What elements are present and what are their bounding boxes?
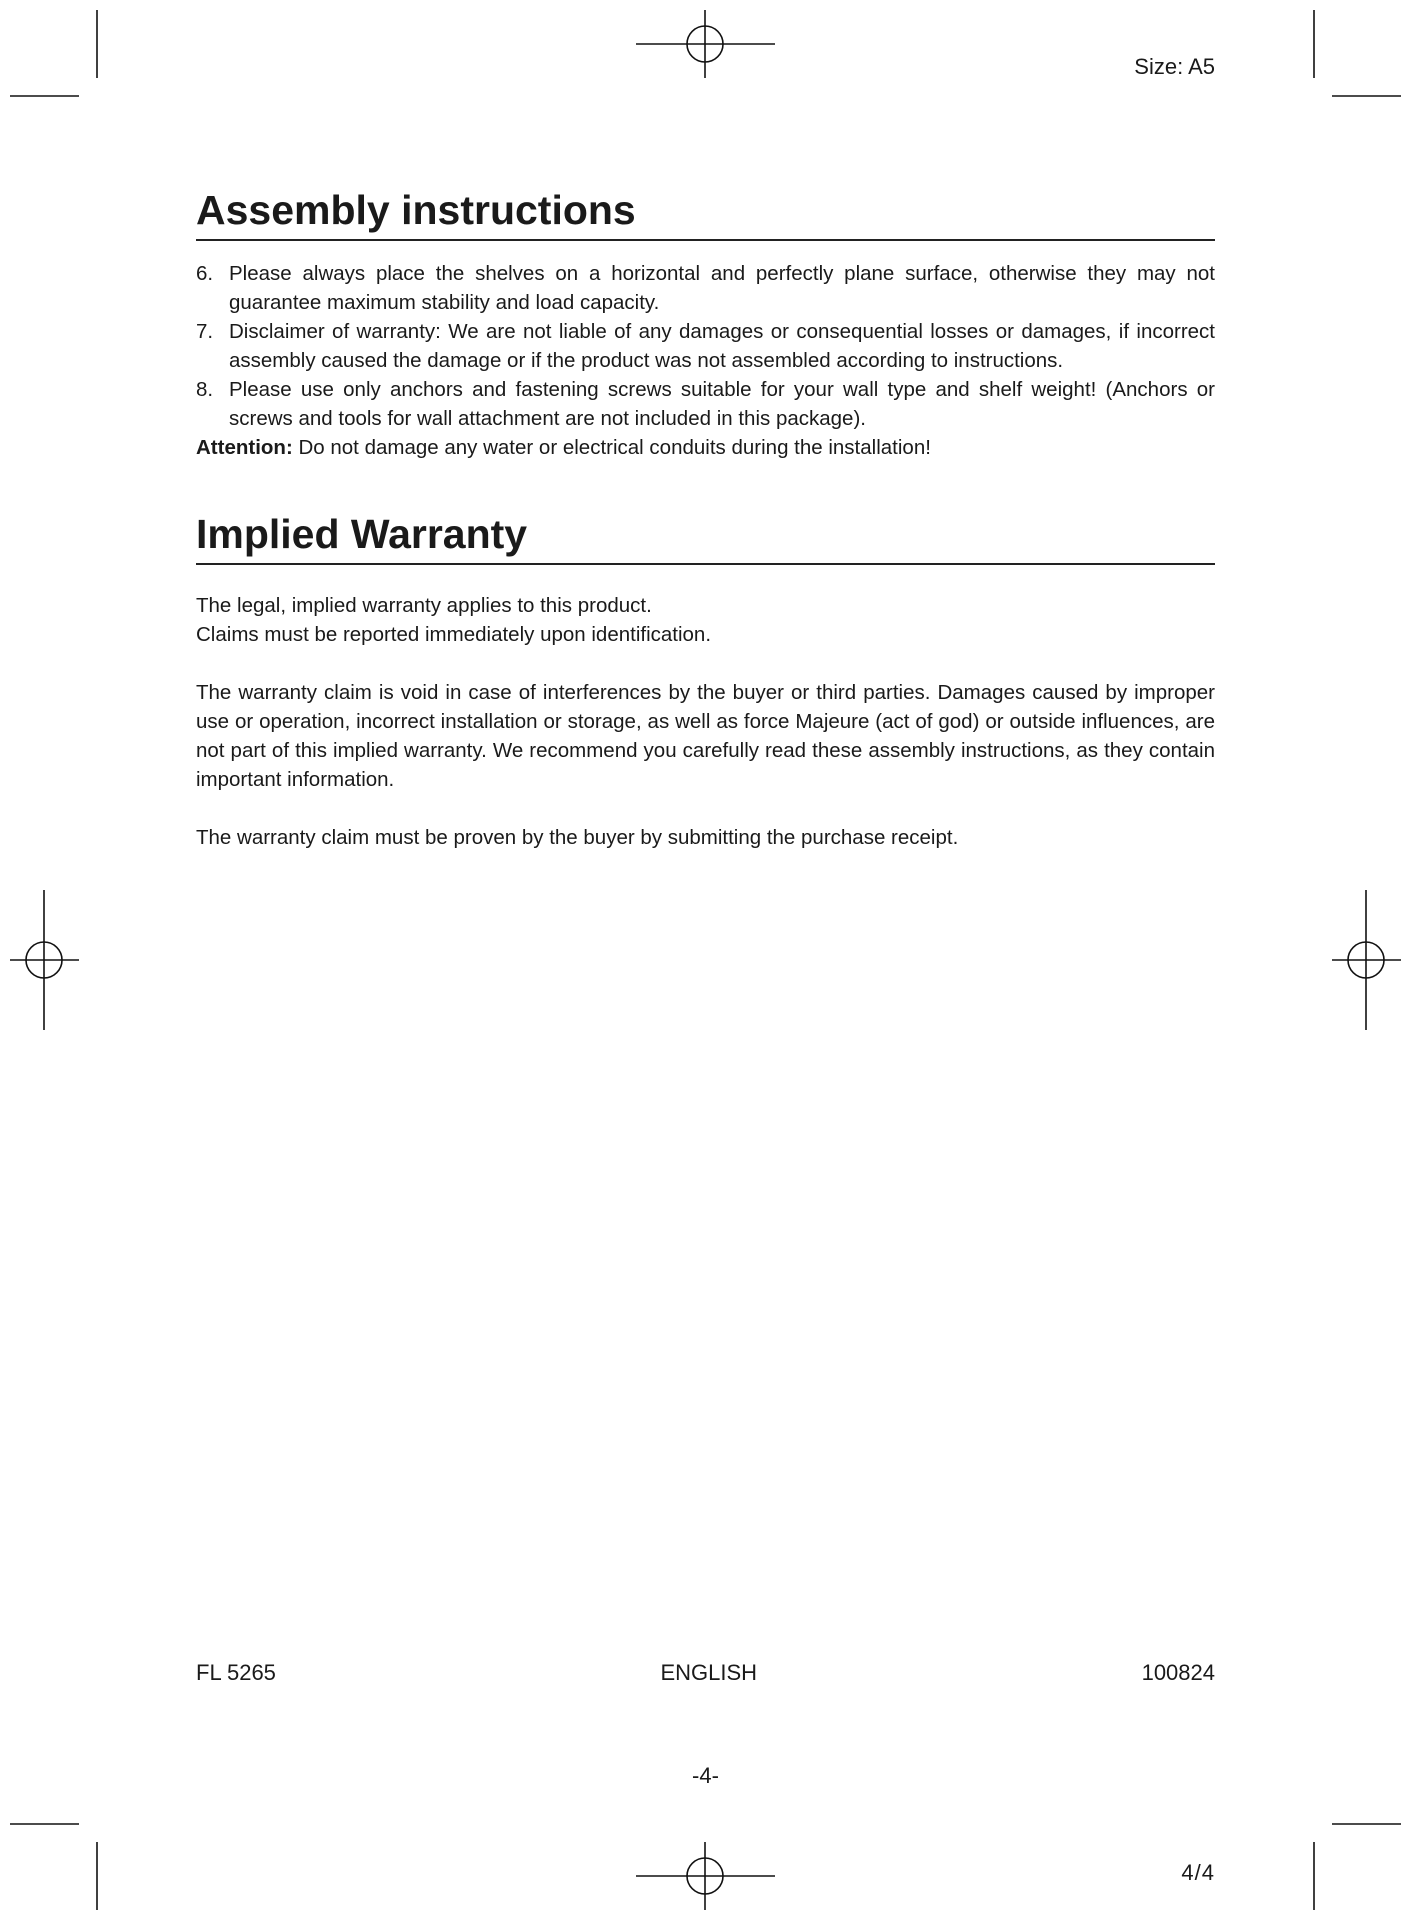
size-label: Size: A5 [1134,54,1215,79]
list-item-number: 7. [196,320,214,344]
warranty-line-1: The legal, implied warranty applies to this product. [196,594,652,618]
attention-label: Attention: [196,436,293,460]
warranty-paragraph: The warranty claim is void in case of interferences by the buyer or third parties. Damages caused by improper use or operation, incorrect installation or storage, as well as force Majeure (act of god) or outside influences, are not part of this implied warranty. We recommend you carefully read these assembly instructions, as they contain important information. [196,681,1215,792]
page-count: 4/4 [1181,1860,1215,1885]
list-item-text: Please use only anchors and fastening screws suitable for your wall type and shelf weight! (Anchors or screws and tools for wall attachment are not included in this package). [229,378,1215,431]
list-item [196,375,1215,433]
attention-note [196,433,1215,462]
list-item-number: 6. [196,262,214,286]
warranty-title: Implied Warranty [196,512,1215,565]
list-item-text: Please always place the shelves on a horizontal and perfectly plane surface, otherwise they may not guarantee maximum stability and load capacity. [229,262,1215,315]
assembly-title: Assembly instructions [196,188,1215,241]
assembly-section [196,188,1215,462]
page-number: -4- [692,1763,719,1788]
list-item-text: Disclaimer of warranty: We are not liable of any damages or consequential losses or damages, if incorrect assembly caused the damage or if the product was not assembled according to instructions. [229,320,1215,373]
attention-text: Do not damage any water or electrical conduits during the installation! [292,436,931,460]
footer-model: FL 5265 [196,1660,276,1685]
warranty-line-2: Claims must be reported immediately upon identification. [196,623,712,647]
list-item-number: 8. [196,378,214,402]
footer-code: 100824 [1141,1660,1215,1685]
warranty-receipt: The warranty claim must be proven by the buyer by submitting the purchase receipt. [196,826,959,850]
list-item [196,259,1215,317]
list-item [196,317,1215,375]
assembly-list [196,259,1215,433]
footer-language: ENGLISH [660,1660,758,1685]
warranty-section [196,512,1215,852]
footer [196,1660,1215,1686]
